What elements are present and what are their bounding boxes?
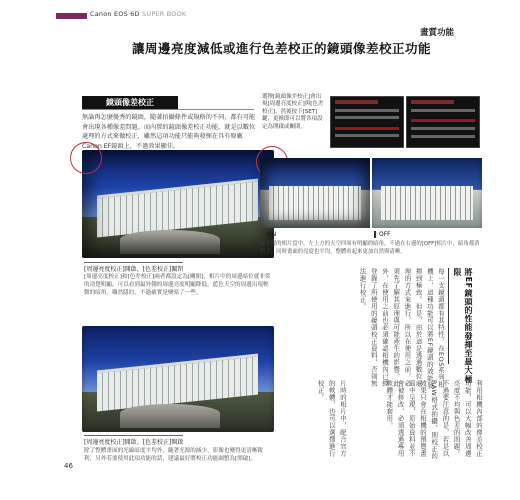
menu-row	[335, 109, 399, 112]
book-header	[90, 10, 186, 18]
thumb-vignette	[372, 158, 482, 228]
menu-instruction-note: 選擇[鏡頭像差校正]會出現[周邊亮度校正]與[色差校正]，然後按下[SET]鍵，更換即可以將各項設定為開啟或關閉。	[262, 94, 324, 130]
menu-row-selected	[335, 127, 399, 130]
section-label: 畫質功能	[420, 28, 455, 38]
tag-off: OFF	[374, 231, 391, 238]
comparison-caption: 在左邊的相片當中，左上方的天空四周有明顯的暗角，不過在右邊的[OFF]相片中，暗角都消失了，同時畫面的亮度也平均，整體看起來更加自然與清晰。	[260, 241, 480, 255]
section-divider	[82, 109, 254, 110]
photo2-caption-text: 除了整體畫面的光線暗度平均外，隨著光源的減少，影像也變得更清晰銳利，另外若要使用此項功能的話，建議最好將校正功能調整為[開啟]。	[84, 448, 264, 462]
menu-row	[411, 135, 475, 138]
menu-row	[411, 109, 475, 112]
book-title: Canon EOS 6D	[90, 10, 140, 18]
header-color-bar	[56, 13, 87, 19]
comparison-photo-off	[372, 158, 482, 228]
camera-menu-screen-2	[406, 96, 480, 148]
menu-row	[335, 134, 399, 137]
vertical-body-end: 片時的相片中，配合官方的軟體，也可以選擇進行校正。	[316, 380, 347, 457]
book-subtitle: SUPER BOOK	[142, 10, 187, 18]
photo1-caption-text: [周邊亮度校正]和[色差校正]兩者都設定為[關閉]，相片中的周邊暗位就非常的清楚明顯，可以看到最外側的周邊亮度明顯降低，藍色天空的周邊出現輕微的暗角，雖然隱約，不過確實是變暗了一些。	[84, 274, 271, 296]
camera-menu-screen-1	[330, 96, 404, 148]
photo1-caption-label: [周邊亮度校正]開啟、[色差校正]關閉	[84, 262, 183, 273]
vertical-body-upper: 每一支鏡頭都有其特性，在EOS系列相機上，這種功能可以將EF鏡頭的效能發揮到極致。但是，由於這是透過數位處理的方式來進行，所以在使用之前，必須先了解其原理與可能產生的影響。此外，在使用之前也必須確認相機內已經登錄了所使用的鏡頭校正資料，否則無法進行校正。	[358, 268, 445, 389]
menu-row	[411, 127, 475, 130]
vertical-section-title: 將EF鏡頭的性能發揮至最大極限	[453, 268, 473, 384]
photo-vignetting-example	[82, 150, 274, 258]
tag-on: ON	[262, 231, 276, 238]
page-title: 讓周邊亮度減低或進行色差校正的鏡頭像差校正功能	[132, 41, 432, 56]
page-number: 46	[64, 462, 73, 470]
highlight-circle-left	[70, 142, 102, 174]
comparison-photo-on	[260, 158, 370, 228]
section-box-title: 鏡頭像差校正	[82, 96, 178, 109]
menu-row	[335, 116, 399, 119]
menu-tab-bar	[335, 100, 378, 104]
intro-paragraph: 無論再怎麼優秀的鏡頭，隨著拍攝條件或規格的不同，都有可能會出現各種像差問題。而內置的鏡頭像差校正功能，就是以數位處理的方式來做校正，雖然這項功能只能夠發揮在具有原廠Canon EF鏡頭上，不過效果顯佳。	[82, 114, 256, 150]
photo2-caption-label: [周邊亮度校正]開啟、[色差校正]開啟	[84, 435, 183, 446]
thumb-vignette	[260, 158, 370, 228]
menu-row-selected	[411, 119, 475, 122]
vertical-body-lower: 利用相機內部的像差校正功能，可以大幅改善周邊亮度不均與色差的問題。不過要注意的是，若是以RAW格式拍攝，則校正的效果只會在相機的預覽畫面中呈現，原始資料並不會被修改，必須透過專用軟體才能套用。	[385, 380, 483, 460]
photo-vignette	[82, 326, 274, 432]
vertical-title-rule	[448, 268, 449, 364]
photo-corrected-example	[82, 326, 274, 432]
photo-vignette	[82, 150, 274, 258]
menu-tab-bar	[411, 100, 454, 104]
